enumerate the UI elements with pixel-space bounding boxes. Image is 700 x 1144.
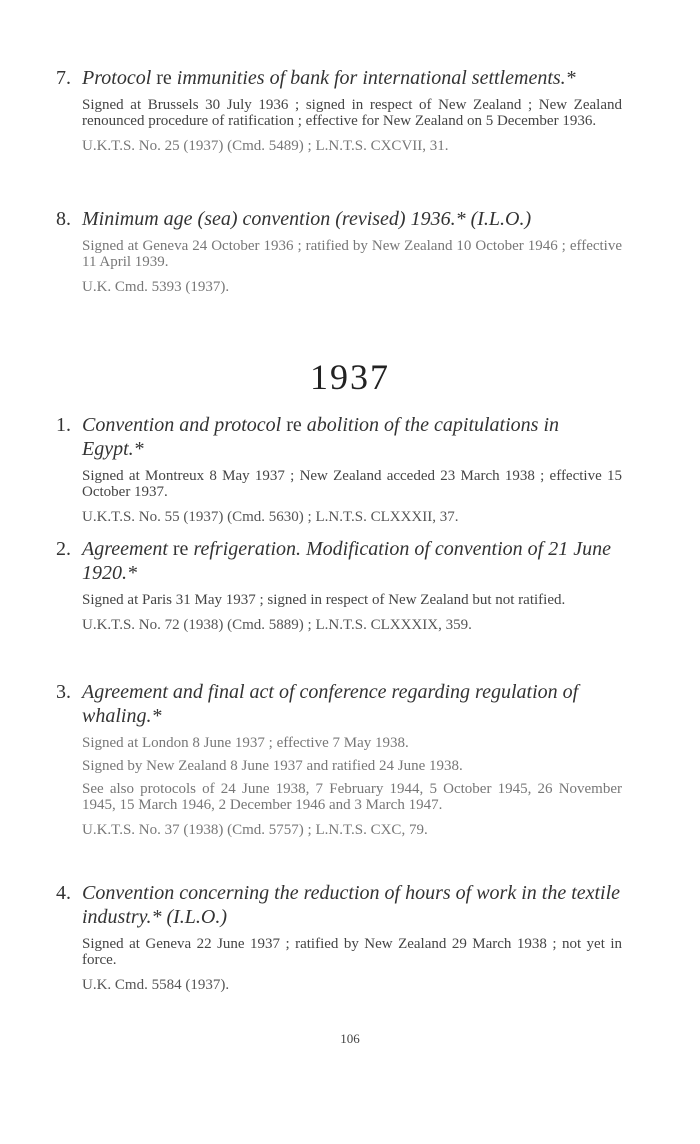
treaty-entry-1937-1 bbox=[56, 413, 622, 525]
entry-detail: Signed at Paris 31 May 1937 ; signed in respect of New Zealand but not ratified. bbox=[82, 592, 566, 608]
entry-reference: U.K. Cmd. 5393 (1937). bbox=[82, 279, 230, 295]
entry-reference: U.K.T.S. No. 72 (1938) (Cmd. 5889) ; L.N.T.S. CLXXXIX, 359. bbox=[82, 617, 472, 633]
title-part: Convention and protocol bbox=[82, 414, 282, 436]
entry-detail: Signed at Geneva 24 October 1936 ; ratified by New Zealand 10 October 1946 ; effective 11 April 1939. bbox=[82, 238, 622, 270]
entry-number: 8. bbox=[56, 208, 71, 230]
title-part: re bbox=[281, 414, 307, 436]
title-part: re bbox=[167, 538, 194, 560]
title-part: Agreement and final act of conference regarding regulation of whaling.* bbox=[82, 681, 579, 727]
entry-reference: U.K.T.S. No. 25 (1937) (Cmd. 5489) ; L.N.T.S. CXCVII, 31. bbox=[82, 138, 449, 154]
title-part: Convention concerning the reduction of hours of work in the textile industry.* (I.L.O.) bbox=[82, 882, 621, 928]
entry-detail: Signed at Montreux 8 May 1937 ; New Zealand acceded 23 March 1938 ; effective 15 October 1937. bbox=[82, 468, 622, 500]
entry-title bbox=[56, 881, 622, 929]
treaty-entry-1937-3 bbox=[56, 680, 622, 838]
treaty-entry-8 bbox=[56, 207, 622, 295]
entry-detail: Signed at Geneva 22 June 1937 ; ratified by New Zealand 29 March 1938 ; not yet in force. bbox=[82, 936, 622, 968]
title-part: Minimum age (sea) convention (revised) 1936.* (I.L.O.) bbox=[82, 208, 532, 230]
title-part: Protocol bbox=[82, 67, 152, 89]
entry-detail: Signed at London 8 June 1937 ; effective 7 May 1938. bbox=[82, 735, 409, 751]
entry-number: 4. bbox=[56, 882, 71, 904]
entry-title bbox=[56, 680, 622, 728]
entry-reference: U.K. Cmd. 5584 (1937). bbox=[82, 977, 230, 993]
entry-title bbox=[56, 66, 622, 90]
entry-detail: Signed by New Zealand 8 June 1937 and ratified 24 June 1938. bbox=[82, 758, 463, 774]
entry-number: 7. bbox=[56, 67, 71, 89]
page-number: 106 bbox=[340, 1031, 360, 1046]
year-heading: 1937 bbox=[310, 357, 390, 397]
title-part: Agreement bbox=[82, 538, 168, 560]
entry-number: 1. bbox=[56, 414, 71, 436]
treaty-entry-1937-2 bbox=[56, 537, 622, 633]
entry-detail: See also protocols of 24 June 1938, 7 February 1944, 5 October 1945, 26 November 1945, 15 March 1946, 2 December 1946 and 3 March 1947. bbox=[82, 781, 622, 813]
entry-title bbox=[56, 413, 622, 461]
title-part: abolition of the capitulations in Egypt.* bbox=[82, 414, 560, 460]
entry-reference: U.K.T.S. No. 55 (1937) (Cmd. 5630) ; L.N.T.S. CLXXXII, 37. bbox=[82, 509, 459, 525]
entry-reference: U.K.T.S. No. 37 (1938) (Cmd. 5757) ; L.N.T.S. CXC, 79. bbox=[82, 822, 428, 838]
entry-title bbox=[56, 207, 622, 231]
title-part: re bbox=[151, 67, 177, 89]
entry-number: 3. bbox=[56, 681, 71, 703]
entry-title bbox=[56, 537, 622, 585]
title-part: immunities of bank for international settlements.* bbox=[176, 67, 576, 89]
treaty-entry-7 bbox=[56, 66, 622, 154]
entry-number: 2. bbox=[56, 538, 71, 560]
entry-detail: Signed at Brussels 30 July 1936 ; signed in respect of New Zealand ; New Zealand renounced procedure of ratification ; effective for New Zealand on 5 December 1936. bbox=[82, 97, 622, 129]
title-part: refrigeration. Modification of convention of 21 June 1920.* bbox=[82, 538, 611, 584]
treaty-entry-1937-4 bbox=[56, 881, 622, 993]
